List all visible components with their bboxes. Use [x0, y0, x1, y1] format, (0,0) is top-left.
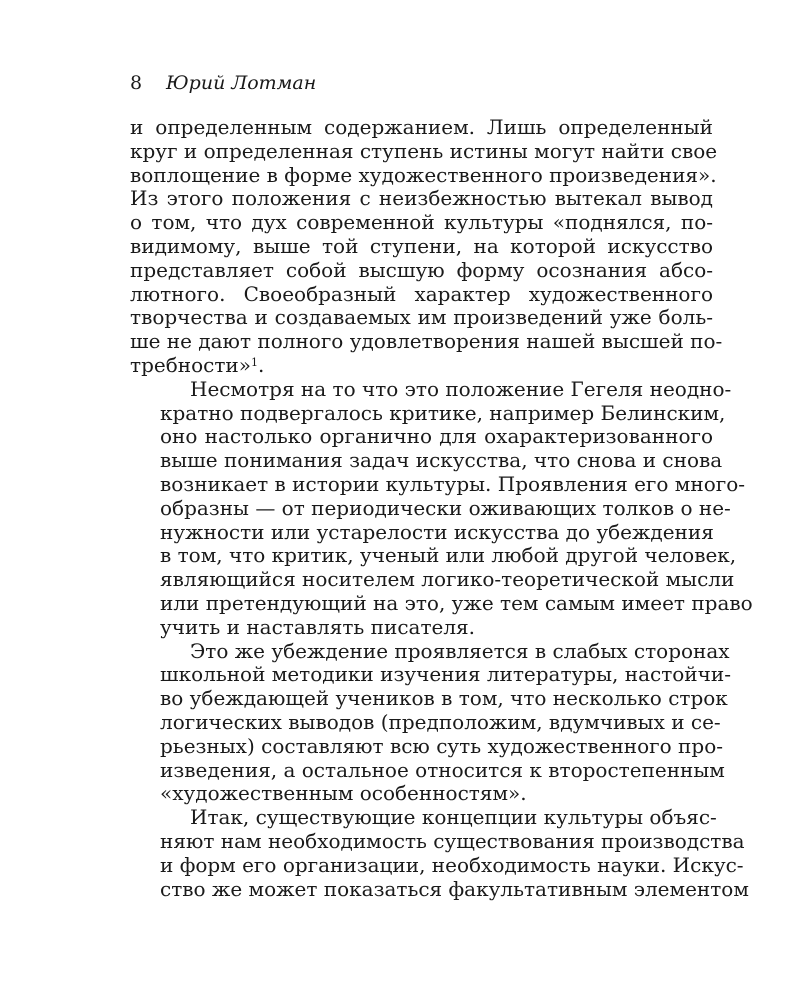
text-line: выше понимания задач искусства, что снова и снова: [160, 448, 723, 473]
text-line: возникает в истории культуры. Проявления его много-: [160, 471, 746, 496]
running-head: [130, 72, 713, 100]
text-line: представляет собой высшую форму осознания абсо-: [130, 257, 713, 282]
text-line: школьной методики изучения литературы, настойчи-: [160, 662, 731, 687]
text-line-first: [130, 376, 732, 402]
text-line-last: «художественным особенностям».: [160, 781, 527, 806]
text-line: Из этого положения с неизбежностью вытекал вывод: [130, 186, 713, 211]
text-line: образны — от периодически оживающих толков о не-: [160, 495, 731, 520]
text-line: и определенным содержанием. Лишь определенный: [130, 115, 713, 139]
text-line-content: Несмотря на то что это положение Гегеля неодно-: [190, 376, 732, 401]
text-line: нужности или устарелости искусства до убеждения: [160, 519, 714, 544]
paragraph-2: [130, 376, 753, 640]
text-line: круг и определенная ступень истины могут найти свое: [130, 138, 718, 163]
text-line: или претендующий на это, уже тем самым имеет право: [160, 590, 753, 615]
text-line: и форм его организации, необходимость науки. Искус-: [160, 852, 744, 877]
text-line: логических выводов (предположим, вдумчивых и се-: [160, 709, 721, 734]
text-line: лютного. Своеобразный характер художественного: [130, 281, 713, 306]
text-line-tail: .: [257, 352, 265, 377]
text-line: видимому, выше той ступени, на которой искусство: [130, 233, 713, 258]
text-line: рьезных) составляют всю суть художественного про-: [160, 733, 723, 758]
text-line-first: [130, 638, 730, 664]
text-line: творчества и создаваемых им произведений уже боль-: [130, 305, 713, 330]
text-line-content: Итак, существующие концепции культуры объяс-: [190, 805, 717, 830]
running-head-author: Юрий Лотман: [166, 72, 317, 94]
text-line-first: [130, 805, 717, 830]
page-number: 8: [130, 72, 143, 94]
body-text: [130, 115, 753, 901]
text-line: являющийся носителем логико-теоретической мысли: [160, 567, 735, 592]
text-line: ше не дают полного удовлетворения нашей высшей по-: [130, 329, 723, 354]
text-line-content: требности»: [130, 352, 251, 377]
text-line: изведения, а остальное относится к второстепенным: [160, 757, 725, 782]
text-line: ство же может показаться факультативным элементом: [160, 876, 749, 901]
text-line: воплощение в форме художественного произведения».: [130, 162, 717, 187]
paragraph-3: [130, 638, 731, 807]
text-line: оно настолько органично для охарактеризованного: [160, 424, 713, 449]
text-line-content: Это же убеждение проявляется в слабых сторонах: [190, 638, 730, 663]
text-line: кратно подвергалось критике, например Белинским,: [160, 400, 726, 425]
text-line-last: учить и наставлять писателя.: [160, 614, 476, 639]
paragraph-1: [130, 115, 723, 378]
text-line: няют нам необходимость существования производства: [160, 828, 745, 853]
text-line: в том, что критик, ученый или любой другой человек,: [160, 543, 737, 568]
paragraph-4: [130, 805, 749, 901]
text-line-last: [130, 354, 713, 378]
text-line: о том, что дух современной культуры «поднялся, по-: [130, 210, 713, 235]
book-page: [130, 72, 753, 901]
footnote-mark: 1: [250, 355, 258, 369]
text-line: во убеждающей учеников в том, что несколько строк: [160, 686, 728, 711]
